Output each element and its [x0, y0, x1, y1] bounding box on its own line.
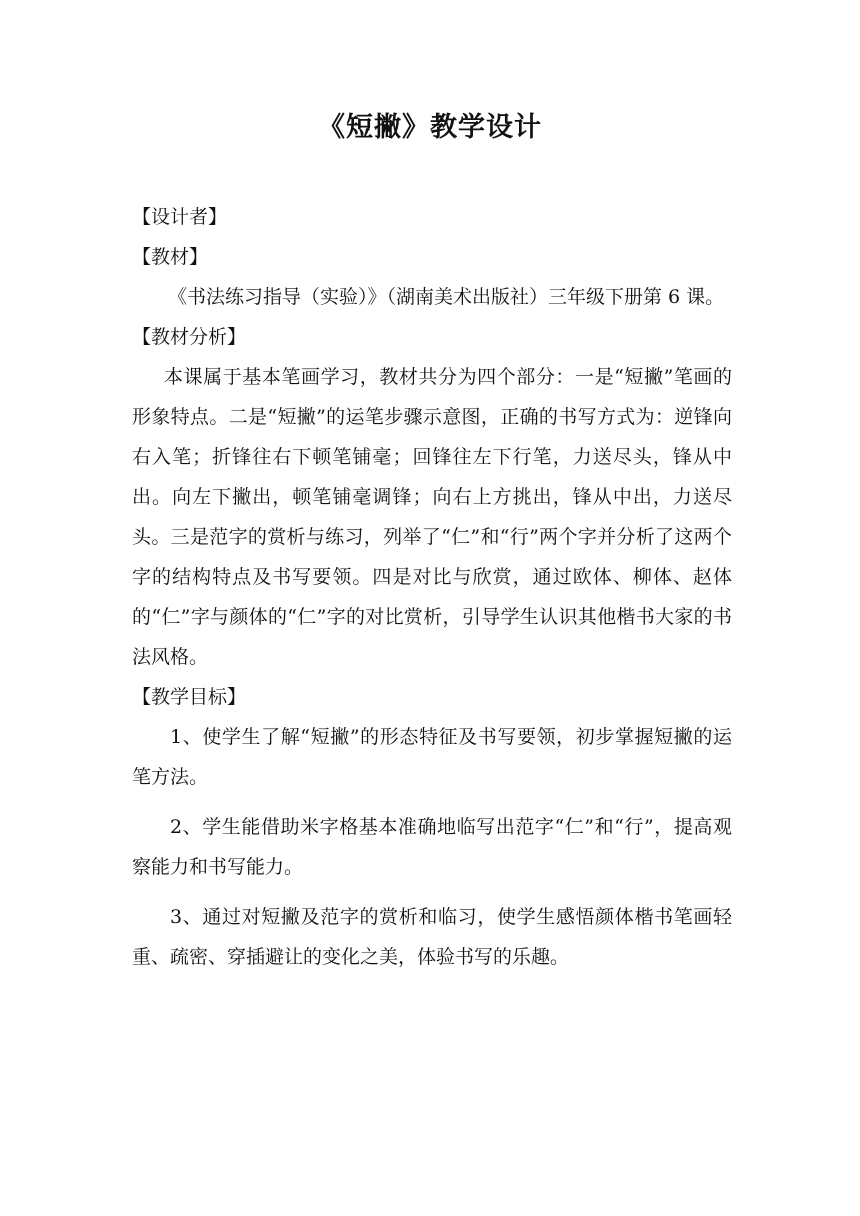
textbook-paragraph: 《书法练习指导（实验）》（湖南美术出版社）三年级下册第 6 课。: [168, 286, 725, 308]
goals-heading: 【教学目标】: [132, 686, 247, 708]
document-title: 《短撇》教学设计: [318, 112, 542, 143]
analysis-paragraph: 本课属于基本笔画学习，教材共分为四个部分：一是“短撇”笔画的形象特点。二是“短撇”的运笔步骤示意图，正确的书写方式为：逆锋向右入笔；折锋往右下顿笔铺毫；回锋往左下行笔，力送尽头，锋从中出。向左下撇出，顿笔铺毫调锋；向右上方挑出，锋从中出，力送尽头。三是范字的赏析与练习，列举了“仁”和“行”两个字并分析了这两个字的结构特点及书写要领。四是对比与欣赏，通过欧体、柳体、赵体的“仁”字与颜体的“仁”字的对比赏析，引导学生认识其他楷书大家的书法风格。: [132, 366, 732, 668]
analysis-heading: 【教材分析】: [132, 326, 247, 348]
designer-heading: 【设计者】: [132, 206, 228, 228]
document-body: [132, 197, 732, 977]
goal-item-1: 1、使学生了解“短撇”的形态特征及书写要领，初步掌握短撇的运笔方法。: [132, 726, 732, 788]
textbook-heading: 【教材】: [132, 246, 209, 268]
goal-item-3: 3、通过对短撇及范字的赏析和临习，使学生感悟颜体楷书笔画轻重、疏密、穿插避让的变化之美，体验书写的乐趣。: [132, 906, 732, 968]
goal-item-2: 2、学生能借助米字格基本准确地临写出范字“仁”和“行”，提高观察能力和书写能力。: [132, 816, 732, 878]
